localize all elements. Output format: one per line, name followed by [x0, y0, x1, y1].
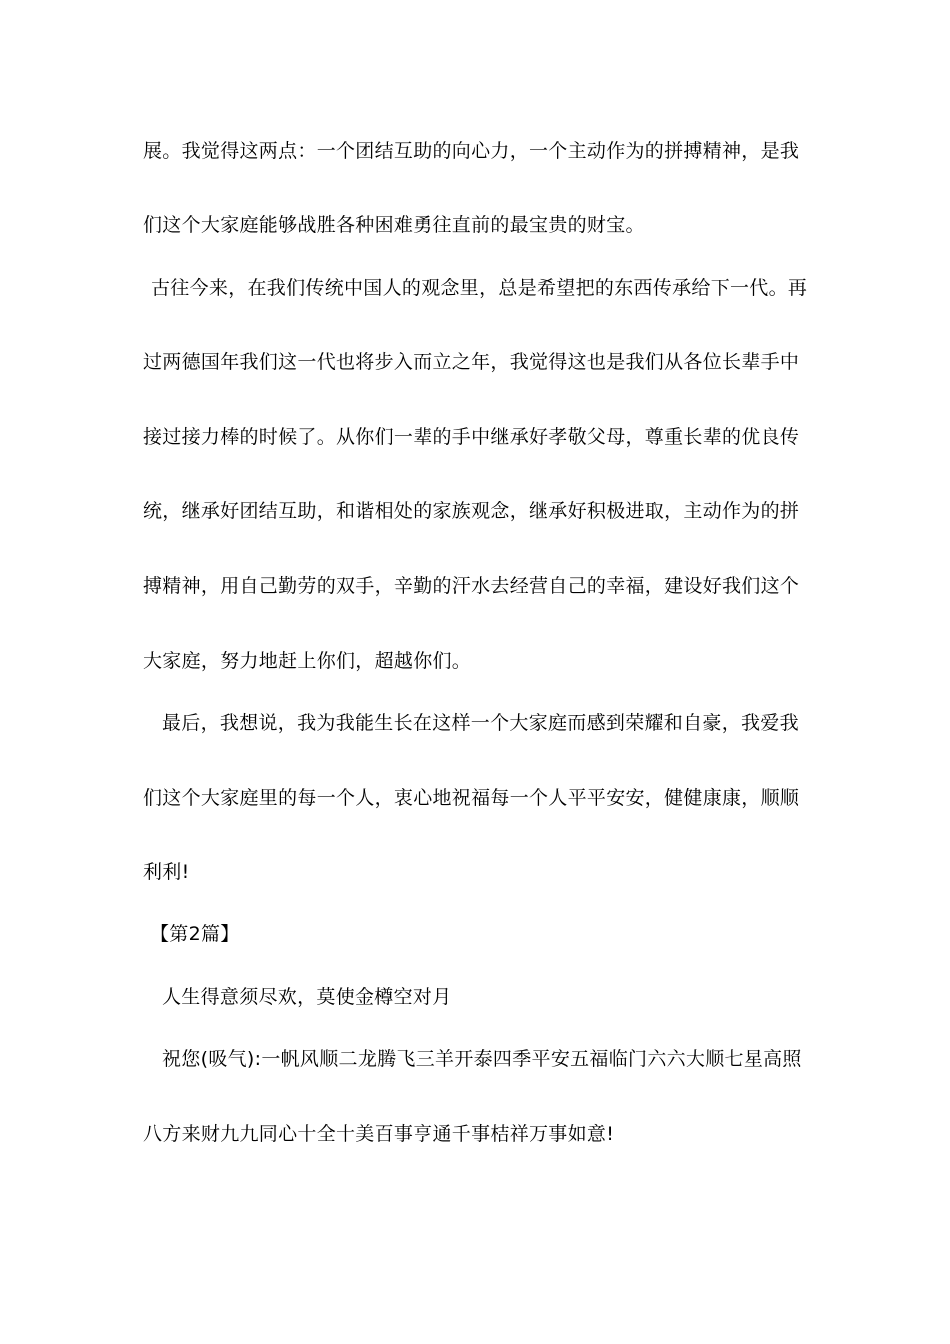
paragraph-line: 搏精神，用自己勤劳的双手，辛勤的汗水去经营自己的幸福，建设好我们这个	[143, 575, 800, 597]
paragraph-line: 统，继承好团结互助，和谐相处的家族观念，继承好积极进取，主动作为的拼	[143, 500, 800, 522]
paragraph-line: 接过接力棒的时候了。从你们一辈的手中继承好孝敬父母，尊重长辈的优良传	[143, 426, 800, 448]
paragraph-line: 大家庭，努力地赶上你们，超越你们。	[143, 650, 472, 672]
paragraph-line: 最后，我想说，我为我能生长在这样一个大家庭而感到荣耀和自豪，我爱我	[162, 712, 799, 734]
paragraph-line: 古往今来，在我们传统中国人的观念里，总是希望把的东西传承给下一代。再	[151, 277, 808, 299]
paragraph-line: 八方来财九九同心十全十美百事亨通千事桔祥万事如意!	[143, 1123, 615, 1145]
paragraph-line: 们这个大家庭能够战胜各种困难勇往直前的最宝贵的财宝。	[143, 214, 645, 236]
section-heading: 【第2篇】	[150, 923, 240, 945]
paragraph-line: 人生得意须尽欢，莫使金樽空对月	[162, 986, 452, 1008]
paragraph-line: 祝您(吸气):一帆风顺二龙腾飞三羊开泰四季平安五福临门六六大顺七星高照	[162, 1048, 802, 1070]
paragraph-line: 展。我觉得这两点：一个团结互助的向心力，一个主动作为的拼搏精神，是我	[143, 140, 800, 162]
paragraph-line: 过两德国年我们这一代也将步入而立之年，我觉得这也是我们从各位长辈手中	[143, 351, 800, 373]
paragraph-line: 利利!	[143, 861, 190, 883]
paragraph-line: 们这个大家庭里的每一个人，衷心地祝福每一个人平平安安，健健康康，顺顺	[143, 787, 800, 809]
